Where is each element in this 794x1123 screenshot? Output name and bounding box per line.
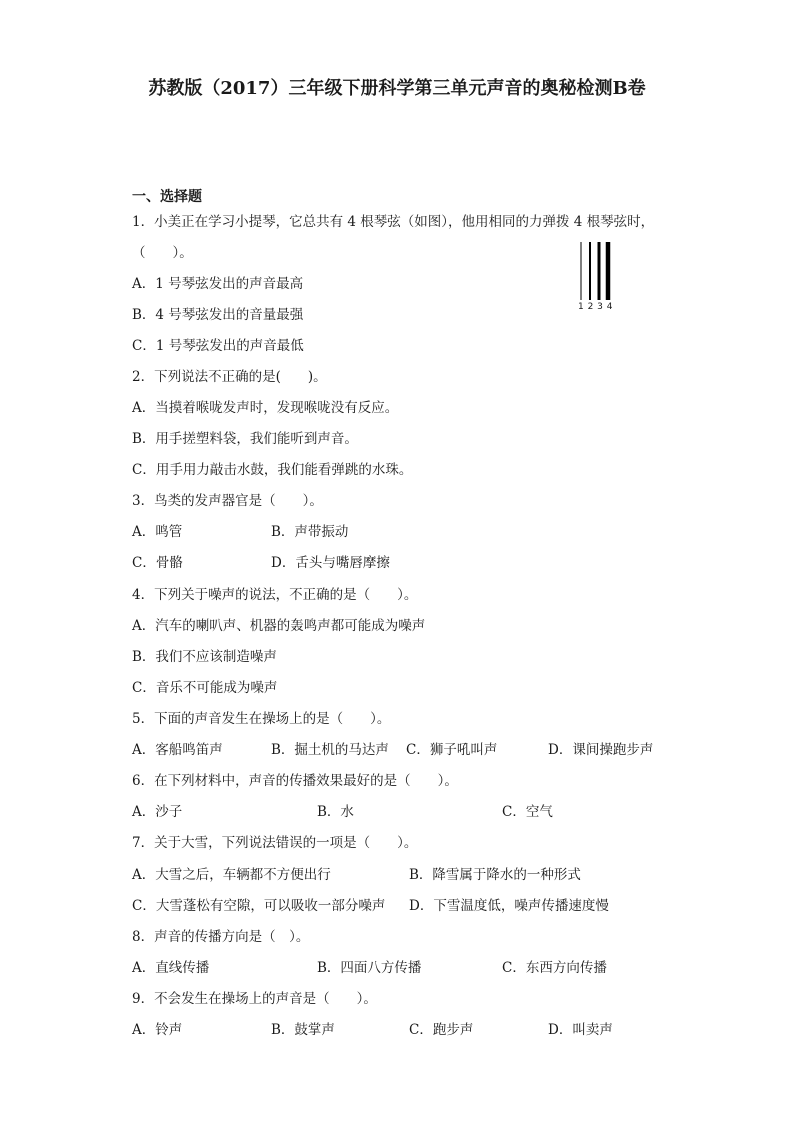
question-6-option-a: A．沙子 [132, 804, 183, 820]
section-heading: 一、选择题 [132, 189, 202, 205]
question-2-option-b: B．用手搓塑料袋，我们能听到声音。 [132, 431, 358, 447]
question-3-option-c: C．骨骼 [132, 555, 183, 571]
question-4-option-c: C．音乐不可能成为噪声 [132, 680, 278, 696]
question-3-option-b: B．声带振动 [271, 524, 349, 540]
question-5-stem: 5．下面的声音发生在操场上的是（ ）。 [132, 711, 391, 727]
question-9-option-c: C．跑步声 [409, 1022, 474, 1038]
question-4-option-a: A．汽车的喇叭声、机器的轰鸣声都可能成为噪声 [132, 618, 426, 634]
question-5-option-c: C．狮子吼叫声 [406, 742, 498, 758]
question-8-option-a: A．直线传播 [132, 960, 210, 976]
page-title: 苏教版（2017）三年级下册科学第三单元声音的奥秘检测B卷 [148, 78, 646, 99]
question-8-option-b: B．四面八方传播 [317, 960, 422, 976]
question-7-option-b: B．降雪属于降水的一种形式 [409, 867, 581, 883]
question-3-option-a: A．鸣管 [132, 524, 183, 540]
question-1-blank: （ ）。 [132, 245, 193, 261]
question-3-stem: 3．鸟类的发声器官是（ ）。 [132, 493, 323, 509]
violin-strings-figure [576, 240, 616, 316]
question-9-option-a: A．铃声 [132, 1022, 183, 1038]
string-labels: 1 2 3 4 [578, 302, 613, 312]
question-4-stem: 4．下列关于噪声的说法，不正确的是（ ）。 [132, 587, 418, 603]
question-2-stem: 2．下列说法不正确的是( )。 [132, 369, 327, 385]
question-5-option-d: D．课间操跑步声 [548, 742, 654, 758]
question-3-option-d: D．舌头与嘴唇摩擦 [271, 555, 390, 571]
question-6-option-b: B．水 [317, 804, 354, 820]
question-6-option-c: C．空气 [502, 804, 553, 820]
question-7-option-d: D．下雪温度低，噪声传播速度慢 [409, 898, 609, 914]
question-7-option-c: C．大雪蓬松有空隙，可以吸收一部分噪声 [132, 898, 386, 914]
question-8-stem: 8．声音的传播方向是（ ）。 [132, 929, 310, 945]
question-1-stem: 1．小美正在学习小提琴，它总共有 4 根琴弦（如图），他用相同的力弹拨 4 根琴弦时， [132, 214, 655, 230]
question-5-option-b: B．掘土机的马达声 [271, 742, 389, 758]
question-6-stem: 6．在下列材料中，声音的传播效果最好的是（ ）。 [132, 773, 458, 789]
question-4-option-b: B．我们不应该制造噪声 [132, 649, 277, 665]
question-9-stem: 9．不会发生在操场上的声音是（ ）。 [132, 991, 377, 1007]
question-1-option-b: B．4 号琴弦发出的音量最强 [132, 307, 304, 323]
question-9-option-d: D．叫卖声 [548, 1022, 613, 1038]
question-2-option-a: A．当摸着喉咙发声时，发现喉咙没有反应。 [132, 400, 399, 416]
question-1-option-c: C．1 号琴弦发出的声音最低 [132, 338, 304, 354]
question-9-option-b: B．鼓掌声 [271, 1022, 335, 1038]
question-1-option-a: A．1 号琴弦发出的声音最高 [132, 276, 304, 292]
question-7-option-a: A．大雪之后，车辆都不方便出行 [132, 867, 331, 883]
question-5-option-a: A．客船鸣笛声 [132, 742, 223, 758]
question-2-option-c: C．用手用力敲击水鼓，我们能看弹跳的水珠。 [132, 462, 413, 478]
question-7-stem: 7．关于大雪，下列说法错误的一项是（ ）。 [132, 835, 418, 851]
question-8-option-c: C．东西方向传播 [502, 960, 607, 976]
